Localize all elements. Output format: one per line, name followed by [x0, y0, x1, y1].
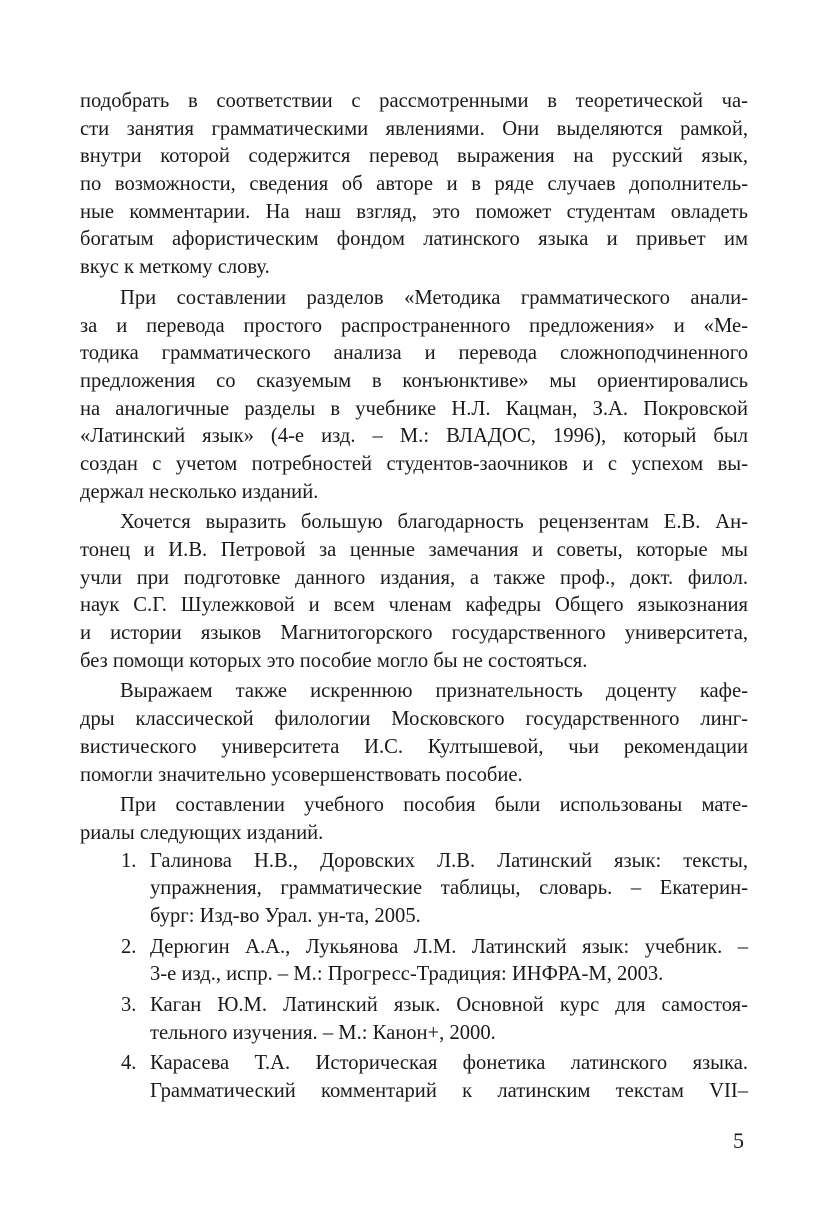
text-line: подобрать в соответствии с рассмотренными в теоретической ча- — [80, 90, 748, 112]
reference-item — [80, 992, 748, 1047]
reference-line: бург: Изд-во Урал. ун-та, 2005. — [150, 904, 421, 927]
text-line: на аналогичные разделы в учебнике Н.Л. Кацман, З.А. Покровской — [80, 397, 748, 420]
text-line: и истории языков Магнитогорского государственного университета, — [80, 622, 748, 645]
text-line: Хочется выразить большую благодарность рецензентам Е.В. Ан- — [120, 511, 748, 534]
text-line: внутри которой содержится перевод выражения на русский язык, — [80, 145, 748, 168]
text-line: ные комментарии. На наш взгляд, это поможет студентам овладеть — [80, 200, 748, 223]
paragraph — [80, 88, 748, 282]
text-line: богатым афористическим фондом латинского языка и привьет им — [80, 228, 748, 251]
reference-line: Карасева Т.А. Историческая фонетика латинского языка. — [150, 1052, 748, 1075]
reference-item — [80, 1050, 748, 1105]
paragraph — [80, 678, 748, 789]
reference-item — [80, 934, 748, 989]
text-line: риалы следующих изданий. — [80, 821, 324, 844]
text-line: наук С.Г. Шулежковой и всем членам кафедры Общего языкознания — [80, 594, 748, 617]
reference-number: 2. — [121, 935, 137, 958]
reference-number: 1. — [121, 849, 137, 872]
text-line: вистического университета И.С. Култышевой, чьи рекомендации — [80, 735, 748, 758]
paragraph — [80, 792, 748, 847]
reference-item — [80, 848, 748, 931]
text-line: вкус к меткому слову. — [80, 256, 270, 279]
text-line: тонец и И.В. Петровой за ценные замечания и советы, которые мы — [80, 539, 748, 561]
reference-line: упражнения, грамматические таблицы, словарь. – Екатерин- — [150, 877, 748, 900]
text-line: «Латинский язык» (4-е изд. – М.: ВЛАДОС, 1996), который был — [80, 425, 748, 448]
text-line: При составлении разделов «Методика грамматического анали- — [120, 286, 748, 309]
reference-line: тельного изучения. – М.: Канон+, 2000. — [150, 1021, 496, 1044]
text-line: сти занятия грамматическими явлениями. Они выделяются рамкой, — [80, 117, 748, 140]
text-line: дры классической филологии Московского государственного линг- — [80, 708, 748, 731]
paragraph — [80, 509, 748, 675]
paragraph — [80, 285, 748, 507]
text-line: за и перевода простого распространенного предложения» и «Ме- — [80, 314, 748, 337]
text-line: без помощи которых это пособие могло бы не состояться. — [80, 649, 588, 672]
page-body — [80, 88, 748, 1106]
reference-line: Каган Ю.М. Латинский язык. Основной курс для самостоя- — [150, 994, 748, 1016]
reference-line: Галинова Н.В., Доровских Л.В. Латинский язык: тексты, — [150, 849, 748, 872]
text-line: Выражаем также искреннюю признательность доценту кафе- — [120, 680, 748, 703]
page-number: 5 — [733, 1128, 744, 1153]
reference-number: 3. — [121, 994, 137, 1016]
reference-line: Дерюгин А.А., Лукьянова Л.М. Латинский язык: учебник. – — [150, 935, 748, 958]
text-line: учли при подготовке данного издания, а также проф., докт. филол. — [80, 566, 748, 589]
text-line: по возможности, сведения об авторе и в ряде случаев дополнитель- — [80, 173, 748, 196]
reference-line: 3-е изд., испр. – М.: Прогресс-Традиция: ИНФРА-М, 2003. — [150, 963, 664, 986]
reference-list — [80, 848, 748, 1106]
text-line: помогли значительно усовершенствовать пособие. — [80, 763, 523, 786]
text-line: предложения со сказуемым в конъюнктиве» мы ориентировались — [80, 369, 748, 392]
text-line: При составлении учебного пособия были использованы мате- — [120, 794, 748, 817]
reference-number: 4. — [121, 1052, 137, 1075]
text-line: тодика грамматического анализа и перевода сложноподчиненного — [80, 342, 748, 365]
text-line: держал несколько изданий. — [80, 480, 319, 503]
reference-line: Грамматический комментарий к латинским текстам VII– — [150, 1080, 748, 1103]
text-line: создан с учетом потребностей студентов-заочников и с успехом вы- — [80, 452, 748, 475]
